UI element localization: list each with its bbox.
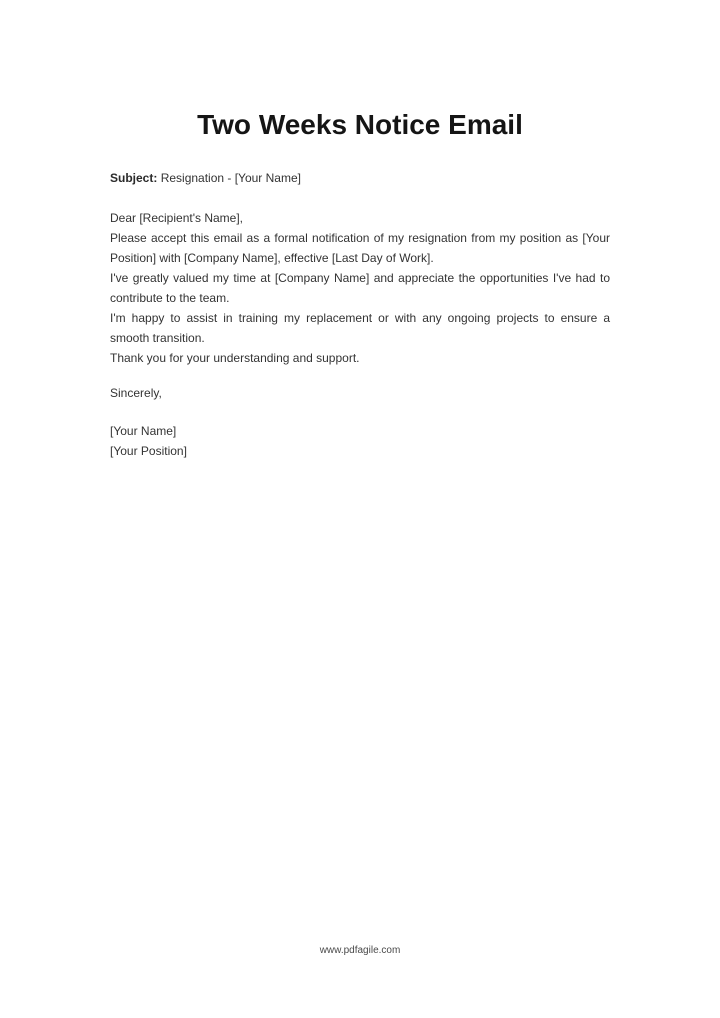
subject-value: Resignation - [Your Name] bbox=[160, 171, 301, 185]
signature-position: [Your Position] bbox=[110, 444, 187, 458]
body-paragraph: Please accept this email as a formal notification of my resignation from my position as [Your Position] with [Company Name], effective [Last Day of Work]. bbox=[110, 231, 610, 265]
body-paragraph: I've greatly valued my time at [Company Name] and appreciate the opportunities I've had to contribute to the team. bbox=[110, 271, 610, 305]
signature-name: [Your Name] bbox=[110, 424, 177, 438]
letter-body bbox=[110, 208, 610, 461]
page-title: Two Weeks Notice Email bbox=[197, 108, 523, 140]
body-paragraph: I'm happy to assist in training my replacement or with any ongoing projects to ensure a smooth transition. bbox=[110, 311, 610, 345]
closing-line: Sincerely, bbox=[110, 386, 162, 400]
subject-label: Subject: bbox=[110, 171, 158, 185]
greeting-line: Dear [Recipient's Name], bbox=[110, 211, 244, 225]
subject-line bbox=[110, 168, 610, 188]
body-paragraph: Thank you for your understanding and support. bbox=[110, 351, 360, 365]
signature-block bbox=[110, 421, 610, 461]
footer-url: www.pdfagile.com bbox=[319, 945, 401, 956]
